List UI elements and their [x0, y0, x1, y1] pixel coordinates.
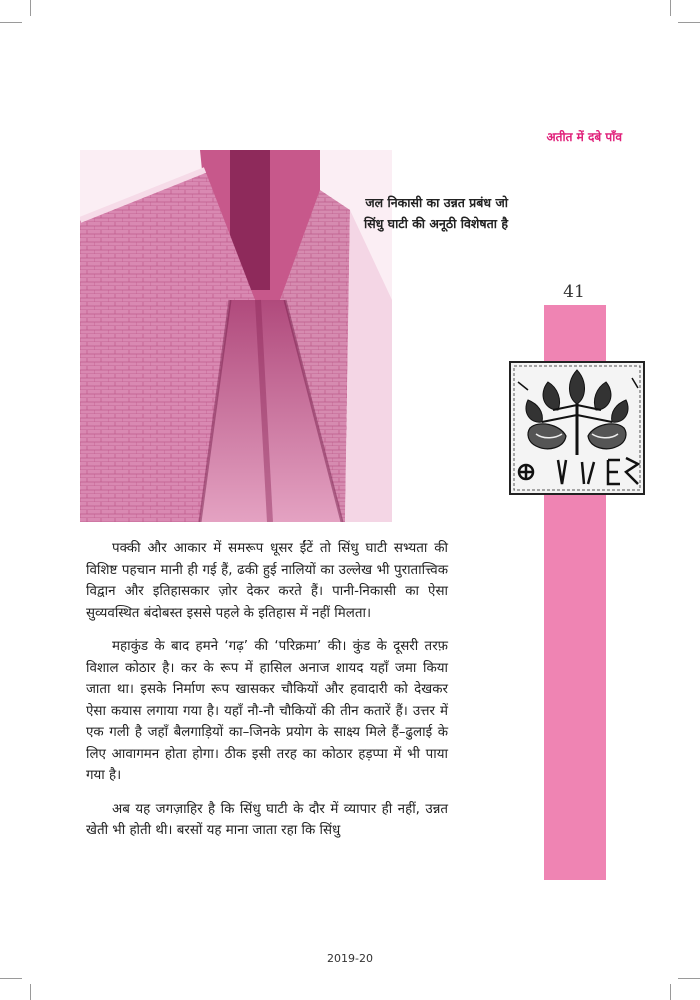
paragraph: पक्की और आकार में समरूप धूसर ईंटें तो सिंधु घाटी सभ्यता की विशिष्ट पहचान मानी ही गई हैं, ढकी हुई नालियों का उल्लेख भी पुरातात्त्विक विद्वान और इतिहासकार ज़ोर देकर करते हैं। पानी-निकासी का ऐसा सुव्यवस्थित बंदोबस्त इससे पहले के इतिहास में नहीं मिलता। [86, 541, 448, 621]
caption-line: सिंधु घाटी की अनूठी विशेषता है [363, 216, 508, 231]
indus-seal-illustration [508, 360, 646, 496]
paragraph: महाकुंड के बाद हमने ‘गढ़’ की ‘परिक्रमा’ की। कुंड के दूसरी तरफ़ विशाल कोठार है। कर के रूप में हासिल अनाज शायद यहाँ जमा किया जाता था। इसके निर्माण रूप खासकर चौकियों और हवादारी को देखकर ऐसा कयास लगाया गया है। यहाँ नौ-नौ चौकियों की तीन कतारें हैं। उत्तर में एक गली है जहाँ बैलगाड़ियों का–जिनके प्रयोग के साक्ष्य मिले हैं–ढुलाई के लिए आवागमन होता होगा। ठीक इसी तरह का कोठार हड़प्पा में भी पाया गया है। [86, 639, 448, 783]
caption-line: जल निकासी का उन्नत प्रबंध जो [365, 195, 508, 210]
crop-mark [30, 0, 31, 16]
paragraph: अब यह जगज़ाहिर है कि सिंधु घाटी के दौर में व्यापार ही नहीं, उन्नत खेती भी होती थी। बरसों यह माना जाता रहा कि सिंधु [86, 801, 448, 838]
crop-mark [30, 984, 31, 1000]
body-text [86, 538, 448, 854]
crop-mark [0, 22, 22, 23]
running-header: अतीत में दबे पाँव [546, 130, 622, 144]
footer-year: 2019-20 [327, 952, 373, 965]
crop-mark [670, 984, 671, 1000]
crop-mark [678, 22, 700, 23]
figure-caption [318, 192, 508, 234]
page-number: 41 [563, 282, 585, 302]
crop-mark [670, 0, 671, 16]
crop-mark [678, 978, 700, 979]
crop-mark [0, 978, 22, 979]
